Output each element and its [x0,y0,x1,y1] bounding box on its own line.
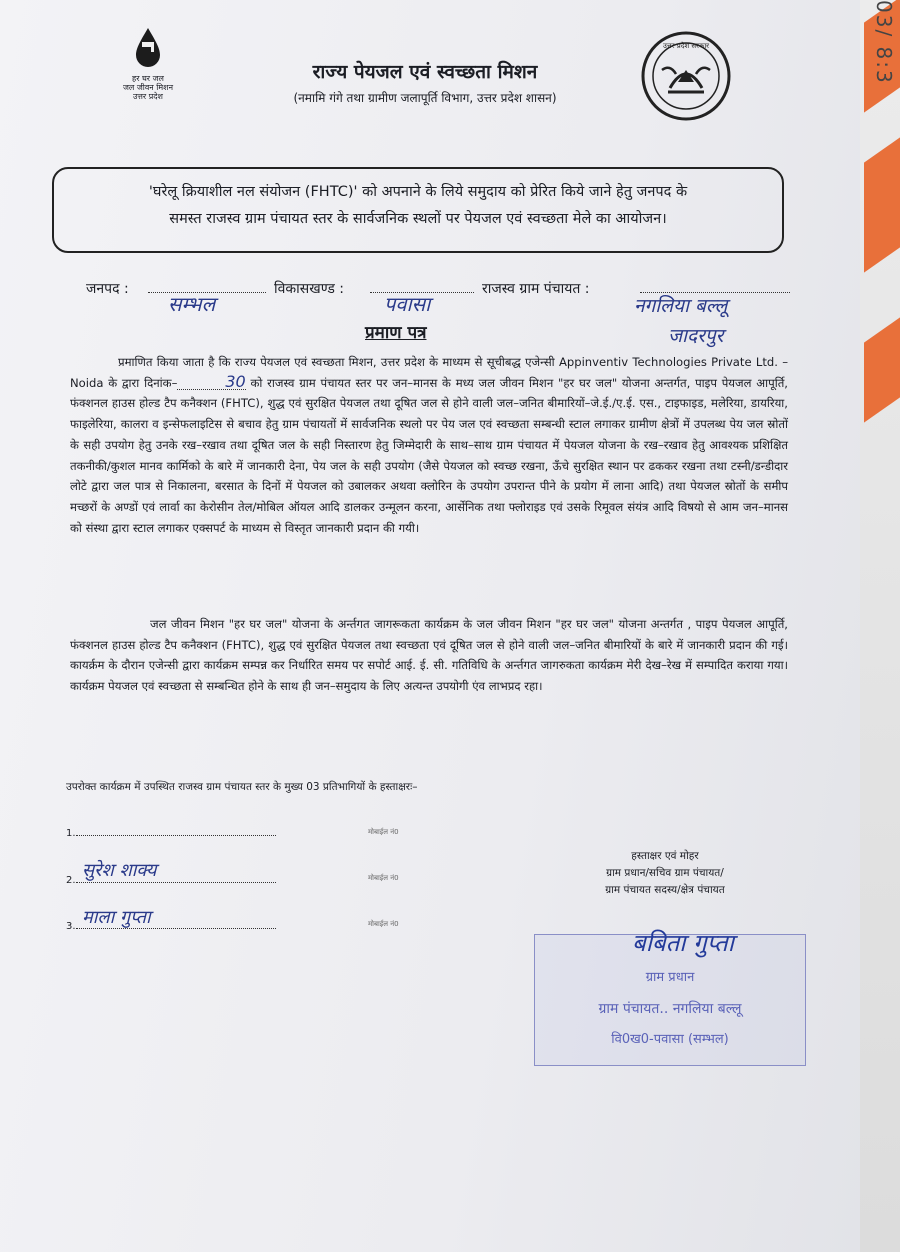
attendee-1-mobile: मोबाईल नं0 [368,828,399,836]
banner-line-2: समस्त राजस्व ग्राम पंचायत स्तर के सार्वजनिक स्थलों पर पेयजल एवं स्वच्छता मेले का आयोजन। [169,211,667,227]
stamp-line-3: वि0ख0-पवासा (सम्भल) [611,1032,729,1047]
signatory-line-2: ग्राम प्रधान/सचिव ग्राम पंचायत/ [606,867,724,879]
har-ghar-jal-logo [108,26,188,101]
stamp-line-1: ग्राम प्रधान [645,970,695,985]
certificate-paragraph-1: प्रमाणित किया जाता है कि राज्य पेयजल एवं स्वच्छता मिशन, उत्तर प्रदेश के माध्यम से सूचीबद्ध एजेन्सी Appinventiv Technologies Private Ltd. – Noida के द्वारा दिनांक– 30 को राजस्व ग्राम पंचायत स्तर पर जन–मानस के मध्य जल जीवन मिशन "हर घर जल" योजना अन्तर्गत, पाइप पेयजल आपूर्ति, फंक्शनल हाउस होल्ड टैप कनैक्शन (FHTC), शुद्ध एवं सुरक्षित पेयजल तथा दूषित जल से होने वाली जल–जनित बीमारियों–जे.ई./ए.ई. एस., टाइफाइड, मलेरिया, डायरिया, फाइलेरिया, कालरा व इन्सेफलाइटिस से बचाव हेतु ग्राम पंचायतों में सार्वजनिक स्थलो पर पेय जल एवं स्वच्छता सम्बन्धी स्टाल लगाकर ग्रामीण क्षेत्रों में उपलब्ध पेय जल स्रोतों के सही उपयोग हेतु उनके रख–रखाव तथा दूषित जल के सही निस्तारण हेतु जिम्मेदारी के साथ–साथ ग्राम पंचायत में पेयजल योजना के रख–रखाव हेतु आवश्यक प्रशिक्षित तकनीकी/कुशल मानव कार्मिको के बारे में जानकारी देना, पेय जल के सही उपयोग (जैसे पेयजल को स्वच्छ रखना, ऊँचे सुरक्षित स्थान पर ढककर रखना तथा टस्नी/डन्डीदार लोटे द्वारा जल पात्र से निकालना, बरसात के दिनों में पेयजल को उबालकर अथवा क्लोरिन के उपयोग उपरान्त पीने के प्रयोग में लाना आदि) तथा पेयजल स्रोतों के समीप मच्छरों के अण्डों एवं लार्वा का केरोसीन तेल/मोबिल ऑयल आदि डालकर उन्मूलन करना, आर्सेनिक तथा फ्लोराइड एवं उसके रिमूवल संयंत्र आदि विषयो से आम जन–मानस को संस्था द्वारा स्टाल लगाकर एक्सपर्ट के माध्यम से विस्तृत जानकारी प्रदान की गयी। [70,355,788,535]
water-drop-icon [133,26,163,68]
attendee-2-handwritten: सुरेश शाक्य [82,860,157,881]
attendee-row-2: 2. [66,870,276,886]
emblem-text: उत्तर प्रदेश सरकार [662,42,710,50]
block-handwritten: पवासा [384,292,431,316]
signatory-line-3: ग्राम पंचायत सदस्य/क्षेत्र पंचायत [605,884,725,896]
logo-text-1: हर घर जल [132,74,164,83]
panchayat-label: राजस्व ग्राम पंचायत : [482,281,590,297]
signatory-line-1: हस्ताक्षर एवं मोहर [631,850,699,862]
signatory-block [560,848,770,899]
up-government-emblem-icon [640,30,732,122]
attendee-1-line [76,823,276,836]
attendee-row-3: 3. [66,916,276,932]
attendees-heading: उपरोक्त कार्यक्रम में उपस्थित राजस्व ग्राम पंचायत स्तर के मुख्य 03 प्रतिभागियों के हस्ताक्षरः– [66,781,418,793]
logo-text-2: जल जीवन मिशन [122,83,174,92]
certificate-title: प्रमाण पत्र [365,323,427,343]
page-title: राज्य पेयजल एवं स्वच्छता मिशन [312,61,538,83]
district-handwritten: सम्भल [168,292,216,316]
photo-edge-timestamp: 03/ 8:3 [872,0,896,85]
notice-banner [52,167,784,253]
district-label: जनपद : [86,281,129,297]
banner-line-1: 'घरेलू क्रियाशील नल संयोजन (FHTC)' को अपनाने के लिये समुदाय को प्रेरित किये जाने हेतु जनपद के [148,184,688,200]
panchayat-handwritten-2: जादरपुर [668,325,724,347]
date-handwritten: 30 [177,375,245,390]
signatory-handwritten-signature: बबिता गुप्ता [632,929,734,957]
stamp-line-2: ग्राम पंचायत.. नगलिया बल्लू [598,1001,742,1017]
attendee-3-handwritten: माला गुप्ता [82,907,151,928]
block-label: विकासखण्ड : [274,281,345,297]
panchayat-handwritten-1: नगलिया बल्लू [634,295,728,317]
certificate-paragraph-2: जल जीवन मिशन "हर घर जल" योजना के अर्न्तगत जागरूकता कार्यक्रम के जल जीवन मिशन "हर घर जल" योजना अन्तर्गत , पाइप पेयजल आपूर्ति, फंक्शनल हाउस होल्ड टैप कनैक्शन (FHTC), शुद्ध एवं सुरक्षित पेयजल तथा स्वच्छता एवं दूषित जल से होने वाली जल–जनित बीमारियों के बारे में जानकारी प्रदान की गई। कायर्क्रम के दौरान एजेन्सी द्वारा कार्यक्रम सम्पन्न कर निर्धारित समय पर सपोर्ट आई. ई. सी. गतिविधि के अर्न्तगत जागरुकता कार्यक्रम मेरी देख–रेख में सम्पादित कराया गया। कार्यक्रम पेयजल एवं स्वच्छता से सम्बन्धित होने के साथ ही जन–समुदाय के लिए अत्यन्त उपयोगी एंव लाभप्रद रहा। [70,617,788,694]
attendee-2-mobile: मोबाईल नं0 [368,874,399,882]
logo-text-3: उत्तर प्रदेश [133,92,163,101]
attendee-3-mobile: मोबाईल नं0 [368,920,399,928]
attendee-row-1: 1. [66,823,276,839]
page-subtitle: (नमामि गंगे तथा ग्रामीण जलापूर्ति विभाग, उत्तर प्रदेश शासन) [293,91,557,105]
